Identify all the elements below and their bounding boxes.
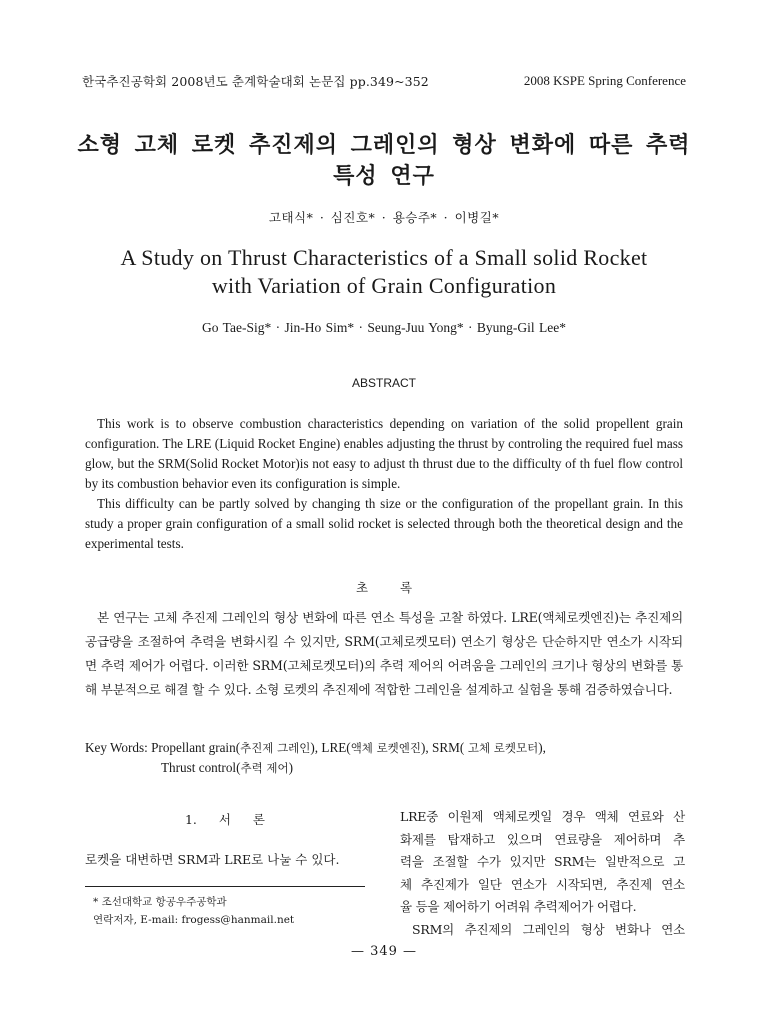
keyword-line1-end: ), <box>538 740 546 755</box>
korean-title-line2: 특성 연구 <box>333 163 435 189</box>
abstract-body <box>85 414 683 554</box>
korean-abstract-body: 본 연구는 고체 추진제 그레인의 형상 변화에 따른 연소 특성을 고찰 하였다. LRE(액체로켓엔진)는 추진제의 공급량을 조절하여 추력을 변화시킬 수 있지만, SRM(고체로켓모터) 연소기 형상은 단순하지만 연소가 시작되면 추력 제어가 어렵다. 이러한 SRM(고체로켓모터)의 추력 제어의 어려움을 그레인의 크기나 형상의 변화를 통해 부분적으로 해결 할 수 있다. 소형 로켓의 추진제에 적합한 그레인을 설계하고 실험을 통해 검증하였습니다. <box>85 610 683 697</box>
section-1-left-text: 로켓을 대변하면 SRM과 LRE로 나눌 수 있다. <box>85 852 340 867</box>
right-column-line: 력을 조절할 수가 있지만 SRM는 일반적으로 고 <box>400 854 685 869</box>
keyword-line1-kr1: 추진제 그레인 <box>240 741 311 755</box>
keyword-line1-kr3: 고체 로켓모터 <box>464 741 539 755</box>
page-number: — 349 — <box>350 944 418 959</box>
keyword-line2 <box>85 758 683 778</box>
right-column-line: 율 등을 제어하기 어려워 추력제어가 어렵다. <box>400 899 637 914</box>
keyword-line2-part1: Thrust control( <box>161 760 241 775</box>
section-1-heading: 1. 서 론 <box>184 812 266 827</box>
keyword-line1-part2: ), LRE( <box>310 740 351 755</box>
section-1-right-column <box>400 806 685 941</box>
footnote-contact: 연락저자, E-mail: frogess@hanmail.net <box>93 914 295 926</box>
english-title-line1: A Study on Thrust Characteristics of a Small solid Rocket <box>120 245 648 270</box>
korean-abstract-heading: 초 록 <box>355 580 413 595</box>
right-column-line: 화제를 탑재하고 있으며 연료량을 제어하며 추 <box>400 831 685 847</box>
keyword-line1-part3: ), SRM( <box>421 740 465 755</box>
english-title-line2: with Variation of Grain Configuration <box>211 273 557 298</box>
korean-authors: 고태식* · 심진호* · 용승주* · 이병길* <box>268 210 500 225</box>
korean-title <box>60 130 708 192</box>
korean-title-line1: 소형 고체 로켓 추진제의 그레인의 형상 변화에 따른 추력 <box>77 132 691 158</box>
footnote-affiliation: * 조선대학교 항공우주공학과 <box>93 896 227 908</box>
abstract-paragraph-2: This difficulty can be partly solved by changing th size or the configuration of the propellant grain. In this study a proper grain configuration of a small solid rocket is selected through both the theoretical design and the experimental tests. <box>85 496 683 551</box>
keywords <box>85 738 683 778</box>
header-conference: 2008 KSPE Spring Conference <box>523 73 686 88</box>
keyword-line2-kr: 추력 제어 <box>240 761 289 775</box>
english-authors: Go Tae-Sig* · Jin-Ho Sim* · Seung-Juu Yong* · Byung-Gil Lee* <box>202 320 566 335</box>
keywords-label: Key Words: <box>85 740 148 755</box>
keyword-line2-end: ) <box>288 760 293 775</box>
english-title <box>40 244 728 300</box>
right-column-line: LRE중 이원제 액체로켓일 경우 액체 연료와 산 <box>400 809 685 824</box>
abstract-heading: ABSTRACT <box>351 376 416 390</box>
keyword-line1-kr2: 액체 로켓엔진 <box>350 741 422 755</box>
keyword-line1-part1: Propellant grain( <box>151 740 241 755</box>
right-column-line: 체 추진제가 일단 연소가 시작되면, 추진제 연소 <box>400 876 685 892</box>
right-column-line: SRM의 추진제의 그레인의 형상 변화나 연소 <box>412 921 685 937</box>
footnote <box>93 893 363 929</box>
footnote-divider <box>85 886 365 887</box>
abstract-paragraph-1: This work is to observe combustion characteristics depending on variation of the solid propellent grain configuration. The LRE (Liquid Rocket Engine) enables adjusting the thrust by controling the required fuel mass glow, but the SRM(Solid Rocket Motor)is not easy to adjust th thrust due to the difficulty of th fuel flow control by its combustion behavior even its configuration is simple. <box>85 416 683 491</box>
header-proceedings: 한국추진공학회 2008년도 춘계학술대회 논문집 pp.349~352 <box>82 74 429 89</box>
